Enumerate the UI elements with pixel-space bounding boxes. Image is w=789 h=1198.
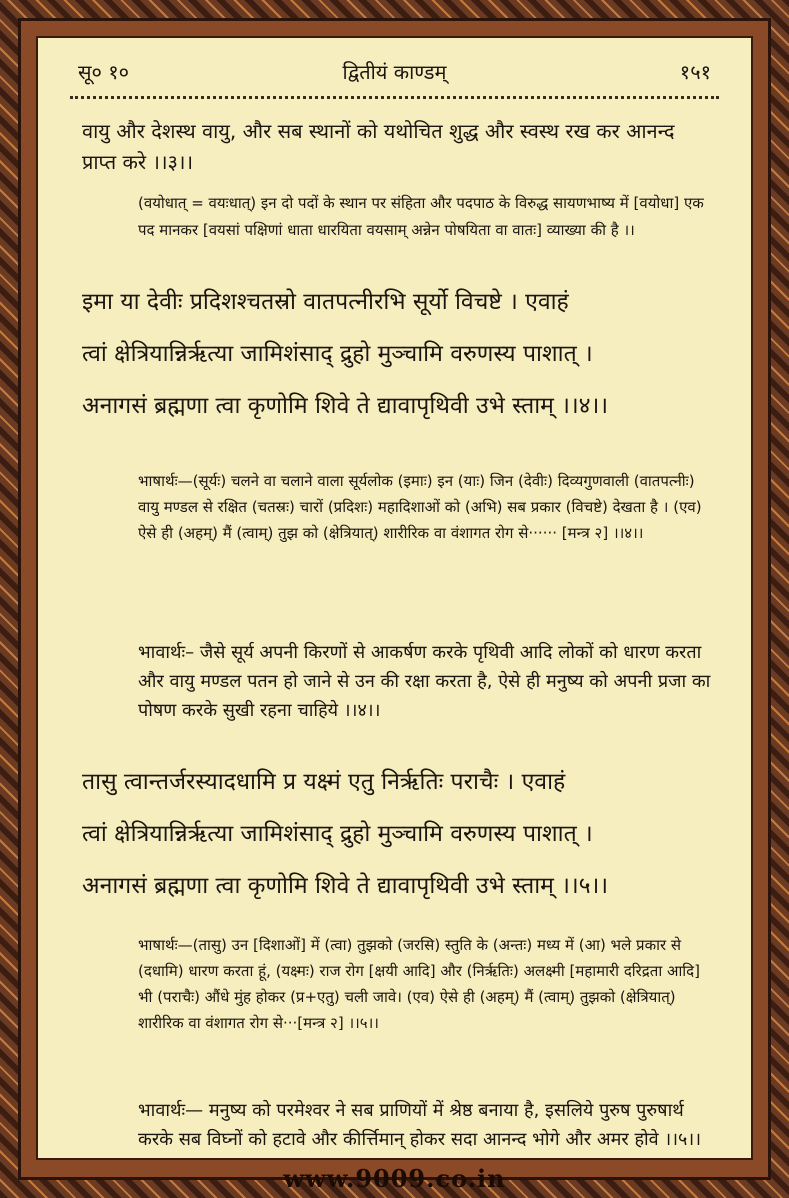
page-number: १५१	[679, 60, 711, 84]
kanda-title: द्वितीयं काण्डम्	[342, 60, 447, 84]
page-header	[38, 58, 751, 88]
mantra-4-line-1: इमा या देवीः प्रदिशश्चतस्रो वातपत्नीरभि सूर्यो विचष्टे । एवाहं	[82, 289, 569, 315]
mantra-4-line-2: त्वां क्षेत्रियान्निर्ऋत्या जामिशंसाद् द्रुहो मुञ्चामि वरुणस्य पाशात् ।	[82, 341, 593, 367]
footnote-paragraph: (वयोधात् = वयःधात्) इन दो पदों के स्थान पर संहिता और पदपाठ के विरुद्ध सायणभाष्य में [वयोधा] एक पद मानकर [वयसां पक्षिणां धाता धारयिता वयसाम् अन्नेन पोषयिता वा वातः] व्याख्या की है ।।	[138, 194, 704, 239]
header-divider	[70, 96, 719, 99]
website-watermark: www.9009.co.in	[283, 1164, 506, 1193]
mantra-5-line-1: तासु त्वान्तर्जरस्यादधामि प्र यक्ष्मं एतु निर्ऋतिः पराचैः । एवाहं	[82, 769, 566, 795]
bhavartha-4: भावार्थः– जैसे सूर्य अपनी किरणों से आकर्षण करके पृथिवी आदि लोकों को धारण करता और वायु मण्डल पतन हो जाने से उन की रक्षा करता है, ऐसे ही मनुष्य को अपनी प्रजा का पोषण करके सुखी रहना चाहिये ।।४।।	[138, 642, 711, 721]
mantra-4-line-3: अनागसं ब्रह्मणा त्वा कृणोमि शिवे ते द्यावापृथिवी उभे स्ताम् ।।४।।	[82, 393, 609, 419]
bhashartha-4: भाषार्थः—(सूर्यः) चलने वा चलाने वाला सूर्यलोक (इमाः) इन (याः) जिन (देवीः) दिव्यगुणवाली (वातपत्नीः) वायु मण्डल से रक्षित (चतस्रः) चारों (प्रदिशः) महादिशाओं को (अभि) सब प्रकार (विचष्टे) देखता है । (एव) ऐसे ही (अहम्) मैं (त्वाम्) तुझ को (क्षेत्रियात्) शारीरिक वा वंशागत रोग से······ [मन्त्र २] ।।४।।	[138, 472, 702, 542]
mantra-5-line-3: अनागसं ब्रह्मणा त्वा कृणोमि शिवे ते द्यावापृथिवी उभे स्ताम् ।।५।।	[82, 873, 609, 899]
mantra-4	[82, 276, 711, 432]
mantra-5-line-2: त्वां क्षेत्रियान्निर्ऋत्या जामिशंसाद् द्रुहो मुञ्चामि वरुणस्य पाशात् ।	[82, 821, 593, 847]
sukta-number: सू० १०	[78, 60, 130, 84]
scanned-page	[36, 36, 753, 1160]
bhashartha-5: भाषार्थः—(तासु) उन [दिशाओं] में (त्वा) तुझको (जरसि) स्तुति के (अन्तः) मध्य में (आ) भले प्रकार से (दधामि) धारण करता हूं, (यक्ष्मः) राज रोग [क्षयी आदि] और (निर्ऋतिः) अलक्ष्मी [महामारी दरिद्रता आदि] भी (पराचैः) औंधे मुंह होकर (प्र+एतु) चली जावे। (एव) ऐसे ही (अहम्) मैं (त्वाम्) तुझको (क्षेत्रियात्) शारीरिक वा वंशागत रोग से···[मन्त्र २] ।।५।।	[138, 936, 700, 1032]
mantra-5	[82, 756, 711, 912]
paragraph-continuation: वायु और देशस्थ वायु, और सब स्थानों को यथोचित शुद्ध और स्वस्थ रख कर आनन्द प्राप्त करे ।।३।।	[82, 119, 675, 174]
bhavartha-5: भावार्थः— मनुष्य को परमेश्वर ने सब प्राणियों में श्रेष्ठ बनाया है, इसलिये पुरुष पुरुषार्थ करके सब विघ्नों को हटावे और कीर्त्तिमान् होकर सदा आनन्द भोगे और अमर होवे ।।५।।	[138, 1100, 702, 1150]
